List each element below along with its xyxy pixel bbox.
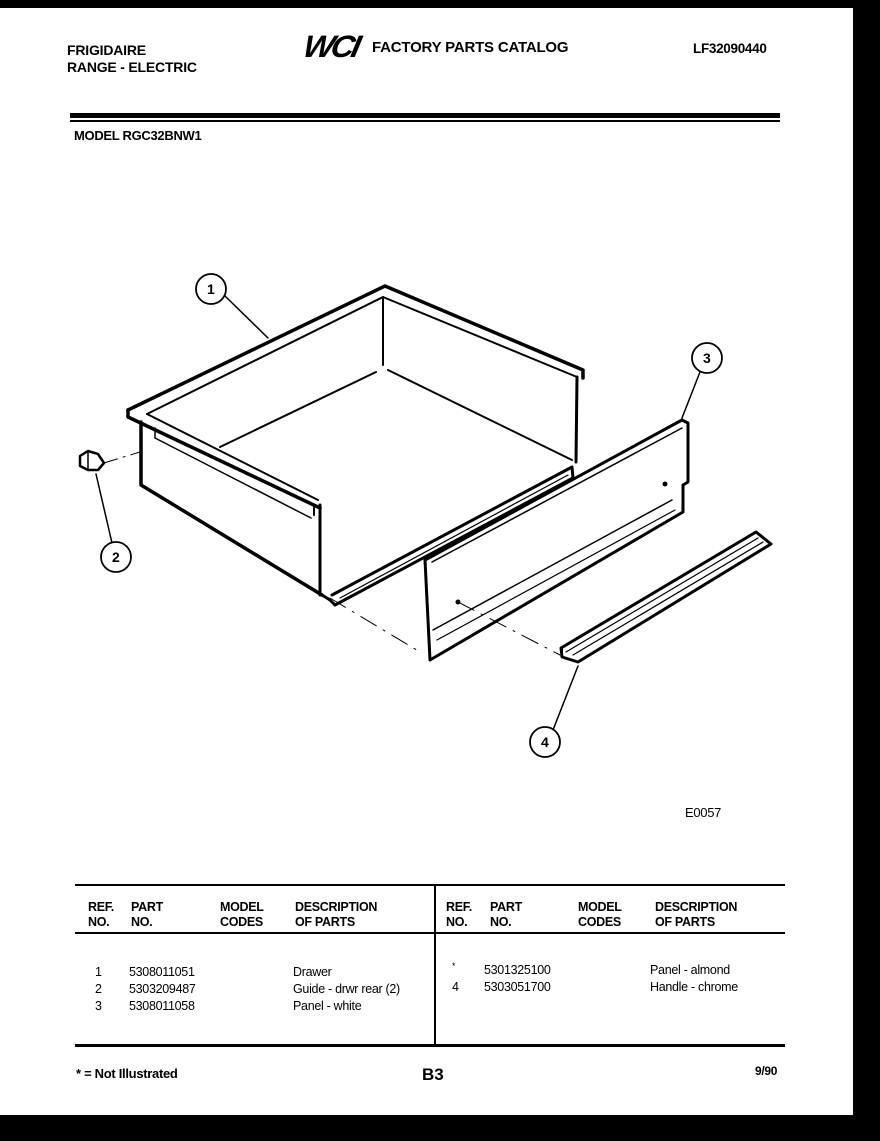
drawer-part <box>128 286 583 605</box>
part-number-cell: 5303209487 <box>129 982 196 996</box>
product-type: RANGE - ELECTRIC <box>67 59 197 75</box>
handle-part <box>561 532 771 662</box>
header-part-no-right: PART NO. <box>490 900 522 929</box>
table-column-divider <box>434 884 436 1046</box>
model-number: MODEL RGC32BNW1 <box>74 128 202 143</box>
page-identifier: B3 <box>422 1065 444 1084</box>
header-ref-no-left: REF. NO. <box>88 900 114 929</box>
table-row <box>452 979 782 996</box>
header-model-codes-right: MODEL CODES <box>578 900 622 929</box>
description-cell: Drawer <box>293 965 332 979</box>
table-right-body <box>452 962 782 996</box>
table-bottom-rule <box>75 1044 785 1047</box>
panel-part <box>425 420 688 660</box>
figure-code: E0057 <box>685 805 722 820</box>
part-number-cell: 5303051700 <box>484 980 551 994</box>
part-number-cell: 5301325100 <box>484 963 551 977</box>
ref-cell: 1 <box>95 965 102 979</box>
publication-date: 9/90 <box>755 1064 778 1078</box>
wci-logo: WCI <box>300 29 362 64</box>
ref-cell: 4 <box>452 980 459 994</box>
part-number-cell: 5308011058 <box>129 999 195 1013</box>
catalog-page <box>0 8 853 1115</box>
header-ref-no-right: REF. NO. <box>446 900 472 929</box>
description-cell: Handle - chrome <box>650 980 738 994</box>
header-part-no-left: PART NO. <box>131 900 163 929</box>
not-illustrated-note: * = Not Illustrated <box>76 1066 178 1081</box>
guide-part <box>80 451 140 470</box>
catalog-number: LF32090440 <box>693 41 767 56</box>
description-cell: Panel - white <box>293 999 362 1013</box>
description-cell: Guide - drwr rear (2) <box>293 982 400 996</box>
table-left-body <box>95 964 425 1015</box>
part-number-cell: 5308011051 <box>129 965 195 979</box>
callout-3: 3 <box>703 350 711 366</box>
table-row <box>452 962 782 979</box>
callout-4: 4 <box>541 734 549 750</box>
header-description-right: DESCRIPTION OF PARTS <box>655 900 738 929</box>
callout-1: 1 <box>207 281 215 297</box>
header-model-codes-left: MODEL CODES <box>220 900 264 929</box>
table-top-rule <box>75 884 785 886</box>
ref-cell: 3 <box>95 999 102 1013</box>
table-header-rule <box>75 932 785 934</box>
header-description-left: DESCRIPTION OF PARTS <box>295 900 378 929</box>
brand-name: FRIGIDAIRE <box>67 42 146 58</box>
exploded-parts-diagram <box>0 8 853 1115</box>
callout-2: 2 <box>112 549 120 565</box>
description-cell: Panel - almond <box>650 963 730 977</box>
table-row <box>95 964 425 981</box>
catalog-title: FACTORY PARTS CATALOG <box>372 39 569 56</box>
ref-cell: * <box>452 961 456 971</box>
table-row <box>95 998 425 1015</box>
ref-cell: 2 <box>95 982 102 996</box>
table-row <box>95 981 425 998</box>
